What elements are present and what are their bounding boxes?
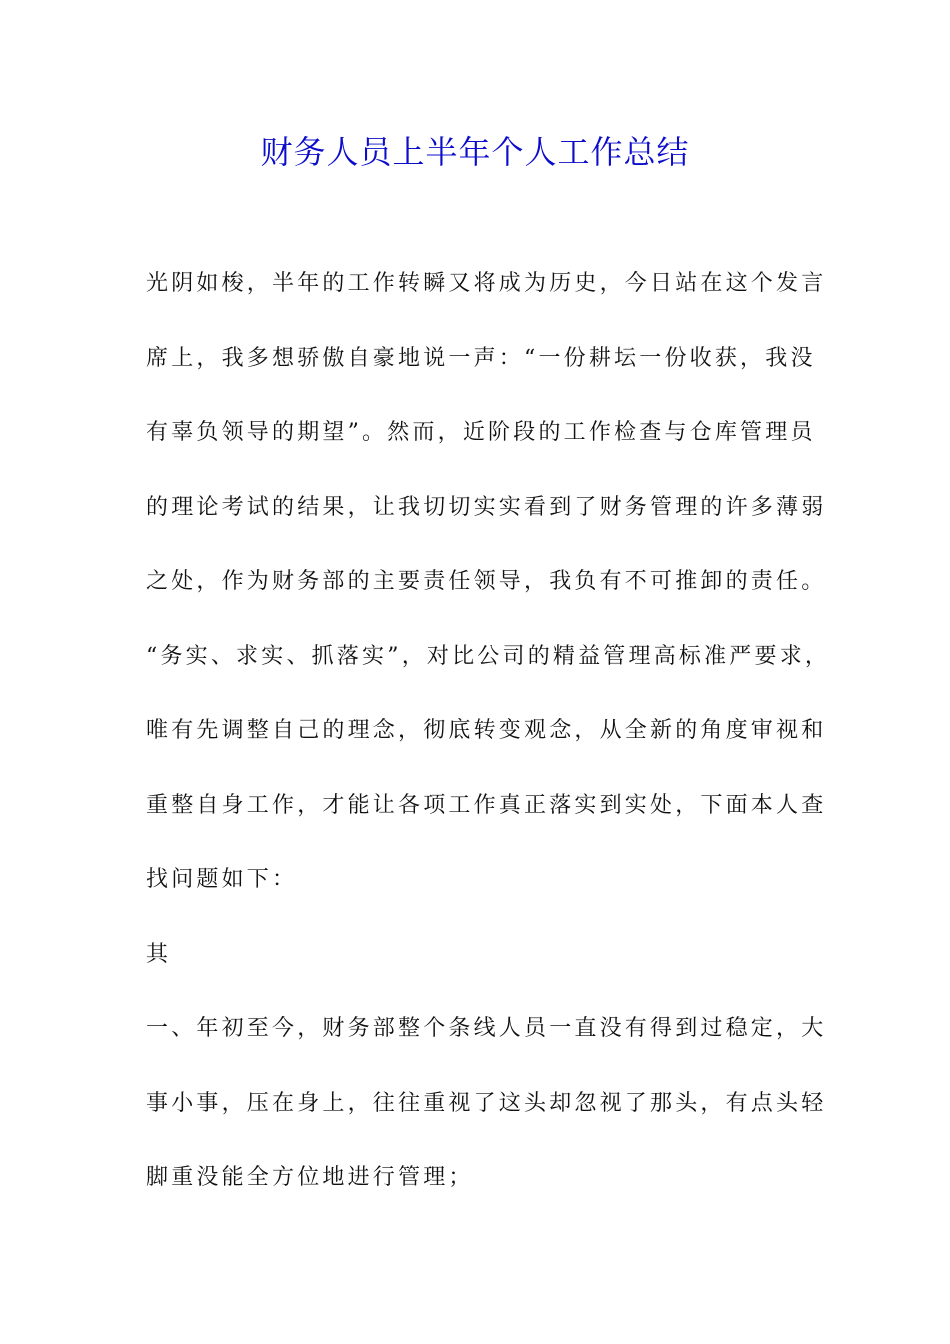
body-line: 脚重没能全方位地进行管理； xyxy=(146,1165,474,1190)
body-line: 重整自身工作，才能让各项工作真正落实到实处，下面本人查 xyxy=(146,792,827,818)
body-line: 席上，我多想骄傲自豪地说一声：“一份耕坛一份收获，我没 xyxy=(146,345,816,371)
body-line: 光阴如梭，半年的工作转瞬又将成为历史，今日站在这个发言 xyxy=(146,271,827,296)
body-line: 事小事，压在身上，往往重视了这头却忽视了那头，有点头轻 xyxy=(146,1090,827,1116)
body-line: 有辜负领导的期望”。然而，近阶段的工作检查与仓库管理员 xyxy=(146,420,816,445)
body-line: 其 xyxy=(146,941,172,967)
body-line: 的理论考试的结果，让我切切实实看到了财务管理的许多薄弱 xyxy=(146,494,827,520)
body-line: 一、年初至今，财务部整个条线人员一直没有得到过稳定，大 xyxy=(146,1016,827,1041)
document-body xyxy=(146,262,831,1231)
document-title: 财务人员上半年个人工作总结 xyxy=(260,133,690,171)
body-line: 之处，作为财务部的主要责任领导，我负有不可推卸的责任。 xyxy=(146,569,827,594)
body-line: “务实、求实、抓落实”，对比公司的精益管理高标准严要求， xyxy=(146,643,831,669)
body-line: 唯有先调整自己的理念，彻底转变观念，从全新的角度审视和 xyxy=(146,718,827,743)
body-line: 找问题如下： xyxy=(146,867,298,892)
